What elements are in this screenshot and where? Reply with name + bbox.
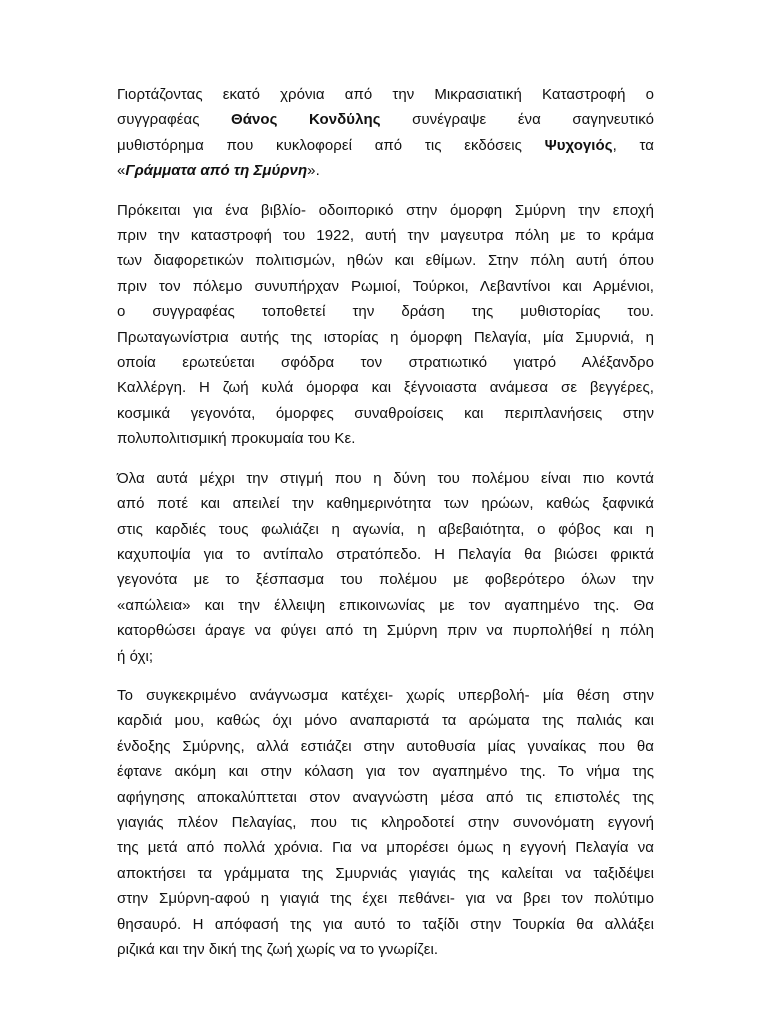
text-run: κοσμικά γεγονότα, όμορφες συναθροίσεις και περιπλανήσεις στην bbox=[117, 404, 654, 422]
text-run: στις καρδιές τους φωλιάζει η αγωνία, η αβεβαιότητα, ο φόβος και η bbox=[117, 520, 654, 538]
paragraph bbox=[117, 683, 654, 962]
emphasized-text: Γράμματα από τη Σμύρνη bbox=[125, 162, 308, 180]
text-run: «απώλεια» και την έλλειψη επικοινωνίας με τον αγαπημένο της. Θα bbox=[117, 596, 654, 614]
text-line bbox=[117, 158, 654, 183]
text-run: ο συγγραφέας τοποθετεί την δράση της μυθιστορίας του. bbox=[117, 303, 654, 321]
emphasized-text: Θάνος Κονδύλης bbox=[231, 111, 381, 129]
text-run: μυθιστόρημα που κυκλοφορεί από τις εκδόσεις bbox=[117, 136, 545, 154]
text-line bbox=[117, 107, 654, 132]
text-run: ή όχι; bbox=[117, 647, 154, 665]
text-line bbox=[117, 248, 654, 273]
text-line bbox=[117, 325, 654, 350]
text-run: πριν την καταστροφή του 1922, αυτή την μαγευτρα πόλη με το κράμα bbox=[117, 227, 654, 245]
text-run: από ποτέ και απειλεί την καθημερινότητα των ηρώων, καθώς ξαφνικά bbox=[117, 495, 654, 513]
text-line bbox=[117, 567, 654, 592]
text-line bbox=[117, 861, 654, 886]
text-run: Πρωταγωνίστρια αυτής της ιστορίας η όμορφη Πελαγία, μία Σμυρνιά, η bbox=[117, 328, 654, 346]
text-line bbox=[117, 593, 654, 618]
text-line bbox=[117, 708, 654, 733]
text-run: καρδιά μου, καθώς όχι μόνο αναπαριστά τα αρώματα της παλιάς και bbox=[117, 712, 654, 730]
text-run: θησαυρό. Η απόφασή της για αυτό το ταξίδι στην Τουρκία θα αλλάξει bbox=[117, 915, 654, 933]
text-run: « bbox=[117, 162, 126, 180]
paragraph bbox=[117, 198, 654, 452]
text-line bbox=[117, 937, 654, 962]
text-run: της μετά από πολλά χρόνια. Για να μπορέσει όμως η εγγονή Πελαγία να bbox=[117, 839, 654, 857]
text-line bbox=[117, 491, 654, 516]
text-line bbox=[117, 401, 654, 426]
text-run: έφτανε ακόμη και στην κόλαση για τον αγαπημένο της. Το νήμα της bbox=[117, 763, 654, 781]
text-run: , τα bbox=[612, 136, 654, 154]
text-line bbox=[117, 133, 654, 158]
text-line bbox=[117, 618, 654, 643]
text-line bbox=[117, 785, 654, 810]
text-run: Πρόκειται για ένα βιβλίο- οδοιπορικό στην όμορφη Σμύρνη την εποχή bbox=[117, 201, 654, 219]
text-run: ένδοξης Σμύρνης, αλλά εστιάζει στην αυτοθυσία μίας γυναίκας που θα bbox=[117, 737, 654, 755]
text-line bbox=[117, 886, 654, 911]
text-line bbox=[117, 542, 654, 567]
text-line bbox=[117, 759, 654, 784]
text-run: γιαγιάς πλέον Πελαγίας, που τις κληροδοτεί στην συνονόματη εγγονή bbox=[117, 813, 654, 831]
text-line bbox=[117, 517, 654, 542]
text-line bbox=[117, 198, 654, 223]
text-line bbox=[117, 274, 654, 299]
text-run: ». bbox=[307, 162, 320, 180]
text-line bbox=[117, 426, 654, 451]
emphasized-text: Ψυχογιός bbox=[544, 136, 613, 154]
text-line bbox=[117, 82, 654, 107]
text-line bbox=[117, 835, 654, 860]
text-line bbox=[117, 734, 654, 759]
text-run: καχυποψία για το αντίπαλο στρατόπεδο. Η Πελαγία θα βιώσει φρικτά bbox=[117, 545, 654, 563]
text-run: Γιορτάζοντας εκατό χρόνια από την Μικρασιατική Καταστροφή ο bbox=[117, 86, 654, 103]
paragraph bbox=[117, 82, 654, 184]
text-run: Όλα αυτά μέχρι την στιγμή που η δύνη του πολέμου είναι πιο κοντά bbox=[117, 469, 654, 487]
text-run: πριν τον πόλεμο συνυπήρχαν Ρωμιοί, Τούρκοι, Λεβαντίνοι και Αρμένιοι, bbox=[117, 277, 654, 295]
text-run: πολυπολιτισμική προκυμαία του Κε. bbox=[117, 430, 356, 448]
text-line bbox=[117, 223, 654, 248]
text-line bbox=[117, 912, 654, 937]
document-body bbox=[117, 82, 654, 962]
text-run: Το συγκεκριμένο ανάγνωσμα κατέχει- χωρίς υπερβολή- μία θέση στην bbox=[117, 686, 654, 704]
text-line bbox=[117, 375, 654, 400]
text-run: αποκτήσει τα γράμματα της Σμυρνιάς γιαγιάς της καλείται να ταξιδέψει bbox=[117, 864, 654, 882]
text-run: των διαφορετικών πολιτισμών, ηθών και εθίμων. Στην πόλη αυτή όπου bbox=[117, 252, 654, 270]
text-line bbox=[117, 683, 654, 708]
text-run: κατορθώσει άραγε να φύγει από τη Σμύρνη πριν να πυρπολήθεί η πόλη bbox=[117, 622, 654, 640]
text-run: συγγραφέας bbox=[117, 111, 232, 129]
text-line bbox=[117, 299, 654, 324]
text-run: ριζικά και την δική της ζωή χωρίς να το γνωρίζει. bbox=[117, 941, 439, 958]
text-run: συνέγραψε ένα σαγηνευτικό bbox=[380, 111, 654, 129]
paragraph bbox=[117, 466, 654, 669]
text-run: γεγονότα με το ξέσπασμα του πολέμου με φοβερότερο όλων την bbox=[117, 571, 654, 589]
text-run: αφήγησης αποκαλύπτεται στον αναγνώστη μέσα από τις επιστολές της bbox=[117, 788, 654, 806]
text-line bbox=[117, 644, 654, 669]
text-line bbox=[117, 466, 654, 491]
text-line bbox=[117, 350, 654, 375]
text-run: οποία ερωτεύεται σφόδρα τον στρατιωτικό γιατρό Αλέξανδρο bbox=[117, 354, 654, 372]
text-run: Καλλέργη. Η ζωή κυλά όμορφα και ξέγνοιαστα ανάμεσα σε βεγγέρες, bbox=[117, 379, 654, 397]
text-run: στην Σμύρνη-αφού η γιαγιά της έχει πεθάνει- για να βρει τον πολύτιμο bbox=[117, 890, 654, 908]
text-line bbox=[117, 810, 654, 835]
